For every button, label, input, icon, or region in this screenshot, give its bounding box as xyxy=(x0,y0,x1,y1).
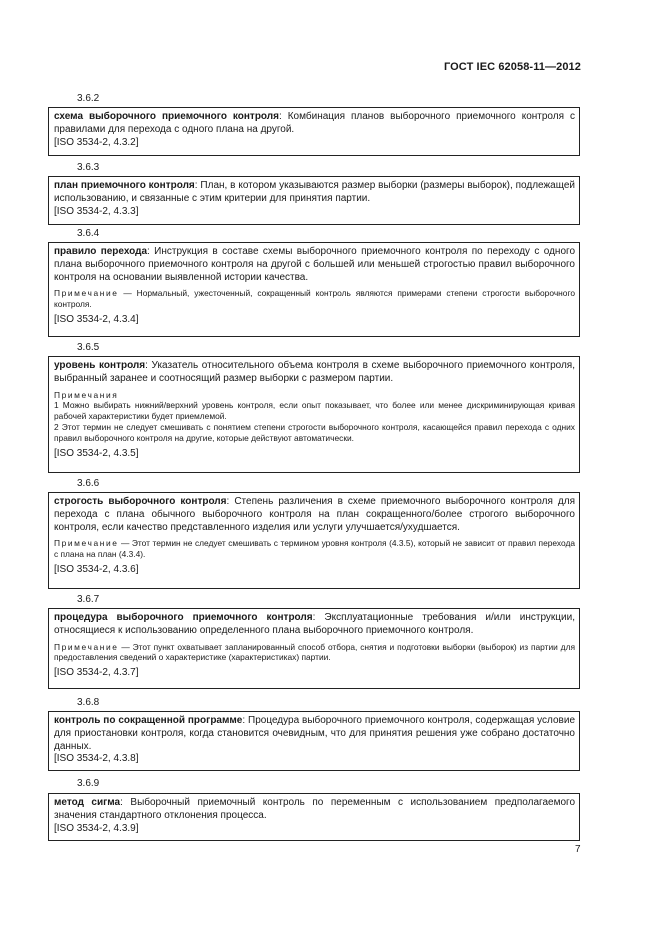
clause-number: 3.6.3 xyxy=(77,162,100,173)
term: уровень контроля xyxy=(54,360,146,371)
term: контроль по сокращенной программе xyxy=(54,715,243,726)
definition: : Выборочный приемочный контроль по переменным с использованием предполагаемого значения стандартного отклонения процесса. xyxy=(54,797,575,821)
definition: : Эксплуатационные требования и/или инструкции, относящиеся к использованию определенного плана выборочного приемочного контроля. xyxy=(54,612,575,636)
term: план приемочного контроля xyxy=(54,180,195,191)
term: правило перехода xyxy=(54,246,148,257)
note-heading: Примечание xyxy=(54,641,119,652)
reference: [ISO 3534-2, 4.3.2] xyxy=(54,136,139,148)
reference: [ISO 3534-2, 4.3.4] xyxy=(54,313,139,325)
definition: : Степень различения в схеме приемочного выборочного контроля для перехода с плана обычного выборочного контроля на план сокращенного/более строгого выборочного контроля, если качество представленного изделия или услуги улучшается/ухудшается. xyxy=(54,496,575,533)
definition-box xyxy=(48,107,580,156)
clause-number: 3.6.2 xyxy=(77,93,100,104)
reference: [ISO 3534-2, 4.3.9] xyxy=(54,822,139,834)
reference: [ISO 3534-2, 4.3.8] xyxy=(54,753,139,765)
definition: : Процедура выборочного приемочного контроля, содержащая условие для приостановки контроля, когда становится очевидным, что для принятия решения уже собрано достаточно данных. xyxy=(54,715,575,752)
page-number: 7 xyxy=(575,844,581,855)
definition-box xyxy=(48,176,580,225)
note-text: 2 Этот термин не следует смешивать с понятием степени строгости выборочного контроля, касающейся правил перехода с одних правил выборочного контроля на другие, которые действуют автоматически. xyxy=(54,421,575,443)
note-text: — Этот пункт охватывает запланированный способ отбора, снятия и подготовки выборки (выборок) из партии для предоставления сведений о характеристике (характеристиках) партии. xyxy=(54,641,575,663)
note-text: — Нормальный, ужесточенный, сокращенный контроль являются примерами степени строгости выборочного контроля. xyxy=(54,288,575,310)
term: процедура выборочного приемочного контроля xyxy=(54,612,313,623)
note-heading: Примечания xyxy=(54,389,119,400)
definition-box xyxy=(48,711,580,771)
reference: [ISO 3534-2, 4.3.5] xyxy=(54,447,139,459)
note xyxy=(54,538,575,560)
note-text: — Этот термин не следует смешивать с термином уровня контроля (4.3.5), который не зависит от правил перехода с плана на план (4.3.4). xyxy=(54,538,575,560)
note-heading: Примечание xyxy=(54,538,119,549)
definition-box xyxy=(48,356,580,473)
definition: : Комбинация планов выборочного приемочного контроля с правилами для перехода с одного плана на другой. xyxy=(54,111,575,135)
definition-box xyxy=(48,242,580,337)
reference: [ISO 3534-2, 4.3.7] xyxy=(54,667,139,679)
note xyxy=(54,642,575,664)
note-heading: Примечание xyxy=(54,288,119,299)
term: строгость выборочного контроля xyxy=(54,496,227,507)
reference: [ISO 3534-2, 4.3.3] xyxy=(54,205,139,217)
definition: : Указатель относительного объема контроля в схеме выборочного приемочного контроля, выбранный заранее и соотносящий размер выборки с размером партии. xyxy=(54,360,576,384)
reference: [ISO 3534-2, 4.3.6] xyxy=(54,563,139,575)
clause-number: 3.6.4 xyxy=(77,228,100,239)
term: метод сигма xyxy=(54,797,121,808)
clause-number: 3.6.6 xyxy=(77,478,100,489)
definition-box xyxy=(48,492,580,589)
note xyxy=(54,288,575,310)
clause-number: 3.6.8 xyxy=(77,697,100,708)
definition: : Инструкция в составе схемы выборочного приемочного контроля по переходу с одного плана выборочного приемочного контроля на другой с большей или меньшей строгостью правил выборочного контроля на основании выявленной истории качества. xyxy=(54,246,576,283)
document-header: ГОСТ IEC 62058-11—2012 xyxy=(443,61,581,73)
clause-number: 3.6.9 xyxy=(77,778,100,789)
clause-number: 3.6.7 xyxy=(77,594,100,605)
definition: : План, в котором указываются размер выборки (размеры выборок), подлежащей использованию, и связанные с этим критерии для принятия партии. xyxy=(54,180,575,204)
definition-box xyxy=(48,793,580,841)
term: схема выборочного приемочного контроля xyxy=(54,111,279,122)
note-text: 1 Можно выбирать нижний/верхний уровень контроля, если опыт показывает, что более или менее дискриминирующая кривая рабочей характеристики будет приемлемой. xyxy=(54,400,575,422)
clause-number: 3.6.5 xyxy=(77,342,100,353)
definition-box xyxy=(48,608,580,689)
